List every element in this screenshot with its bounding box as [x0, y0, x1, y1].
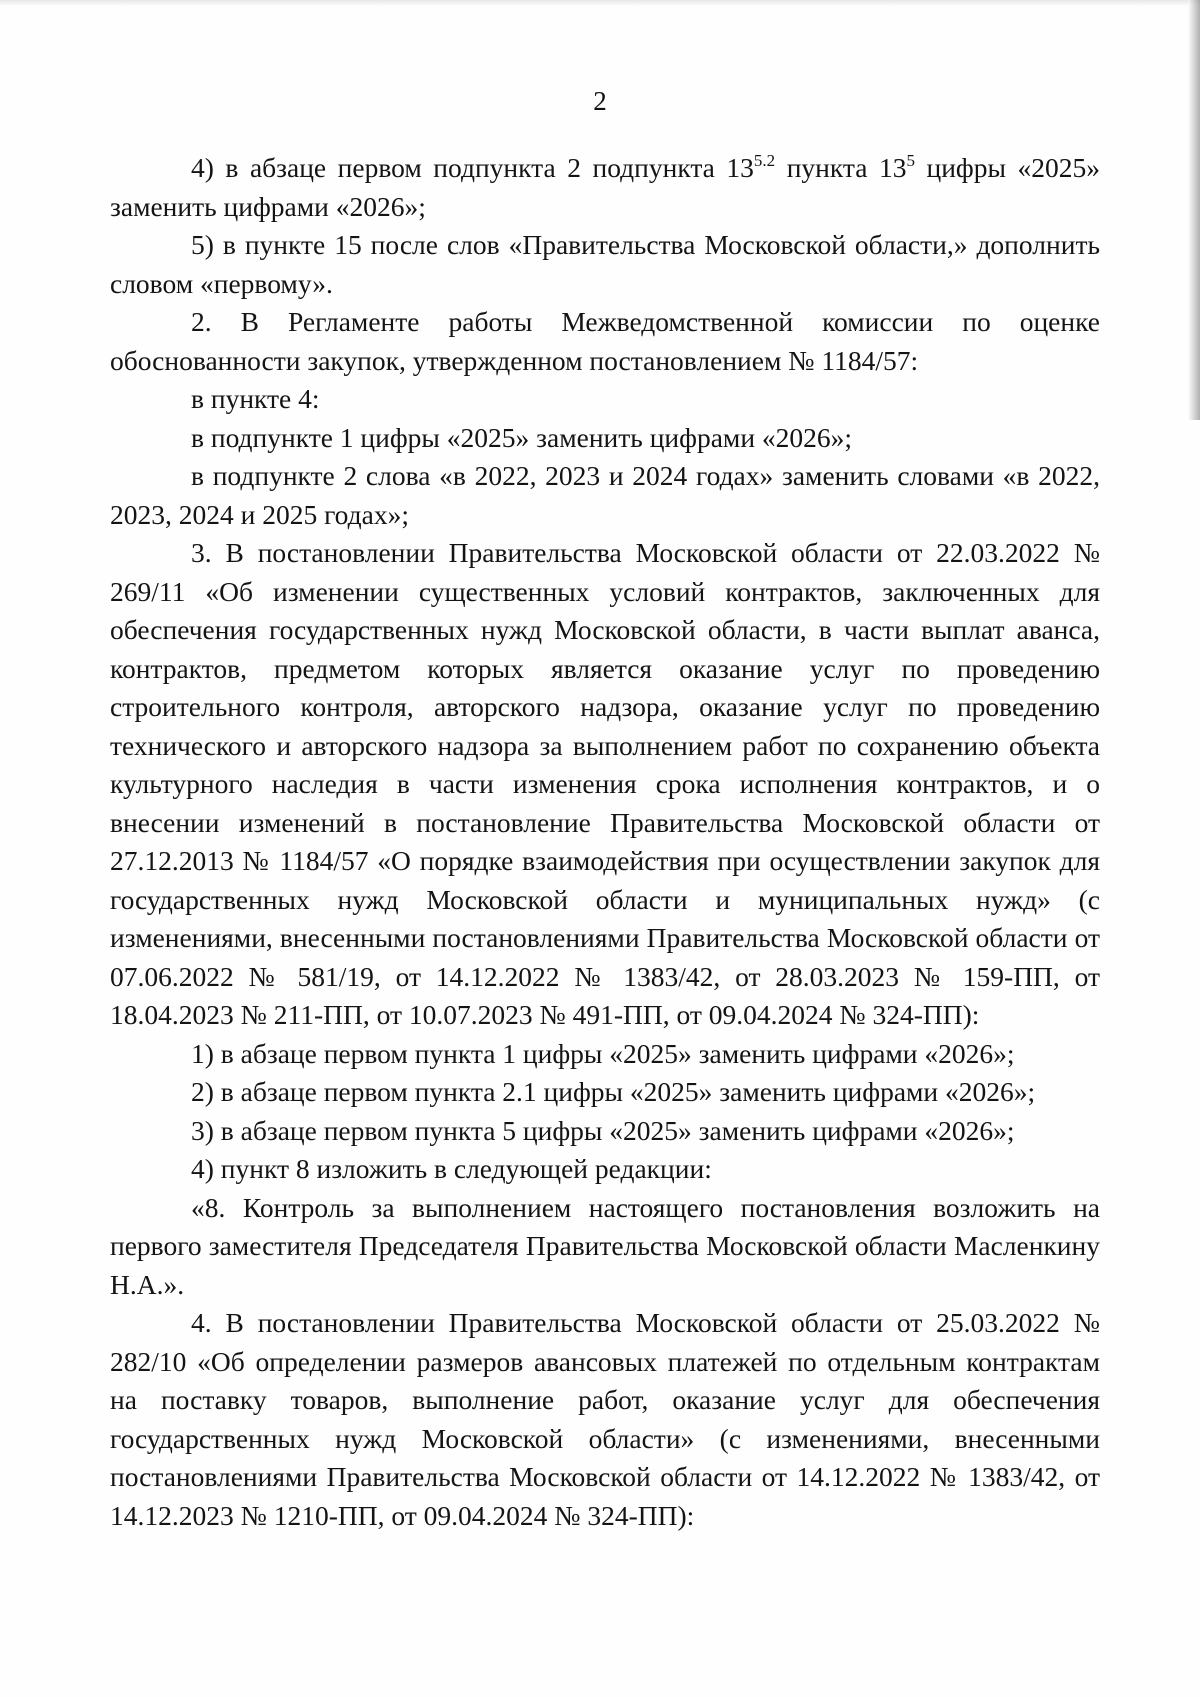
document-body: [110, 149, 1100, 1535]
page-number: 2: [593, 86, 607, 116]
paragraph-item-1: 1) в абзаце первом пункта 1 цифры «2025» заменить цифрами «2026»;: [191, 1037, 1015, 1069]
paragraph-quote-8: «8. Контроль за выполнением настоящего постановления возложить на первого заместителя Председателя Правительства Московской области Масленкину Н.А.».: [110, 1191, 1100, 1300]
paragraph-subpoint-1: в подпункте 1 цифры «2025» заменить цифрами «2026»;: [191, 421, 853, 453]
paragraph-text: пункта 13: [775, 152, 907, 183]
paragraph-subpoint-2: в подпункте 2 слова «в 2022, 2023 и 2024 годах» заменить словами «в 2022, 2023, 2024 и 2025 годах»;: [110, 460, 1100, 530]
paragraph-item-4: [110, 149, 1100, 226]
paragraph-item-2: 2) в абзаце первом пункта 2.1 цифры «2025» заменить цифрами «2026»;: [191, 1076, 1036, 1107]
paragraph-item-3: 3) в абзаце первом пункта 5 цифры «2025» заменить цифрами «2026»;: [191, 1114, 1015, 1146]
paragraph-item-5: 5) в пункте 15 после слов «Правительства Московской области,» дополнить словом «первому».: [110, 229, 1100, 299]
scan-edge-right: [1188, 0, 1200, 420]
paragraph-section-2: 2. В Регламенте работы Межведомственной комиссии по оценке обоснованности закупок, утвержденном постановлением № 1184/57:: [110, 306, 1100, 376]
superscript: 5.2: [753, 151, 776, 170]
paragraph-section-4: 4. В постановлении Правительства Московской области от 25.03.2022 № 282/10 «Об определении размеров авансовых платежей по отдельным контрактам на поставку товаров, выполнение работ, оказание услуг для обеспечения государственных нужд Московской области» (с изменениями, внесенными постановлениями Правительства Московской области от 14.12.2022 № 1383/42, от 14.12.2023 № 1210-ПП, от 09.04.2024 № 324-ПП):: [110, 1307, 1100, 1531]
paragraph-item-4b: 4) пункт 8 изложить в следующей редакции:: [191, 1153, 712, 1184]
scan-edge-top: [0, 0, 1200, 6]
paragraph-text: цифры «2025» заменить цифрами «2026»;: [110, 152, 1100, 222]
paragraph-text: 4) в абзаце первом подпункта 2 подпункта 13: [191, 152, 754, 183]
paragraph-section-3: 3. В постановлении Правительства Московской области от 22.03.2022 № 269/11 «Об изменении существенных условий контрактов, заключенных для обеспечения государственных нужд Московской области, в части выплат аванса, контрактов, предметом которых является оказание услуг по проведению строительного контроля, авторского надзора, оказание услуг по проведению технического и авторского надзора за выполнением работ по сохранению объекта культурного наследия в части изменения срока исполнения контрактов, и о внесении изменений в постановление Правительства Московской области от 27.12.2013 № 1184/57 «О порядке взаимодействия при осуществлении закупок для государственных нужд Московской области и муниципальных нужд» (с изменениями, внесенными постановлениями Правительства Московской области от 07.06.2022 № 581/19, от 14.12.2022 № 1383/42, от 28.03.2023 № 159-ПП, от 18.04.2023 № 211-ПП, от 10.07.2023 № 491-ПП, от 09.04.2024 № 324-ПП):: [110, 537, 1100, 1030]
paragraph-point-4: в пункте 4:: [191, 383, 320, 414]
superscript: 5: [906, 151, 915, 170]
